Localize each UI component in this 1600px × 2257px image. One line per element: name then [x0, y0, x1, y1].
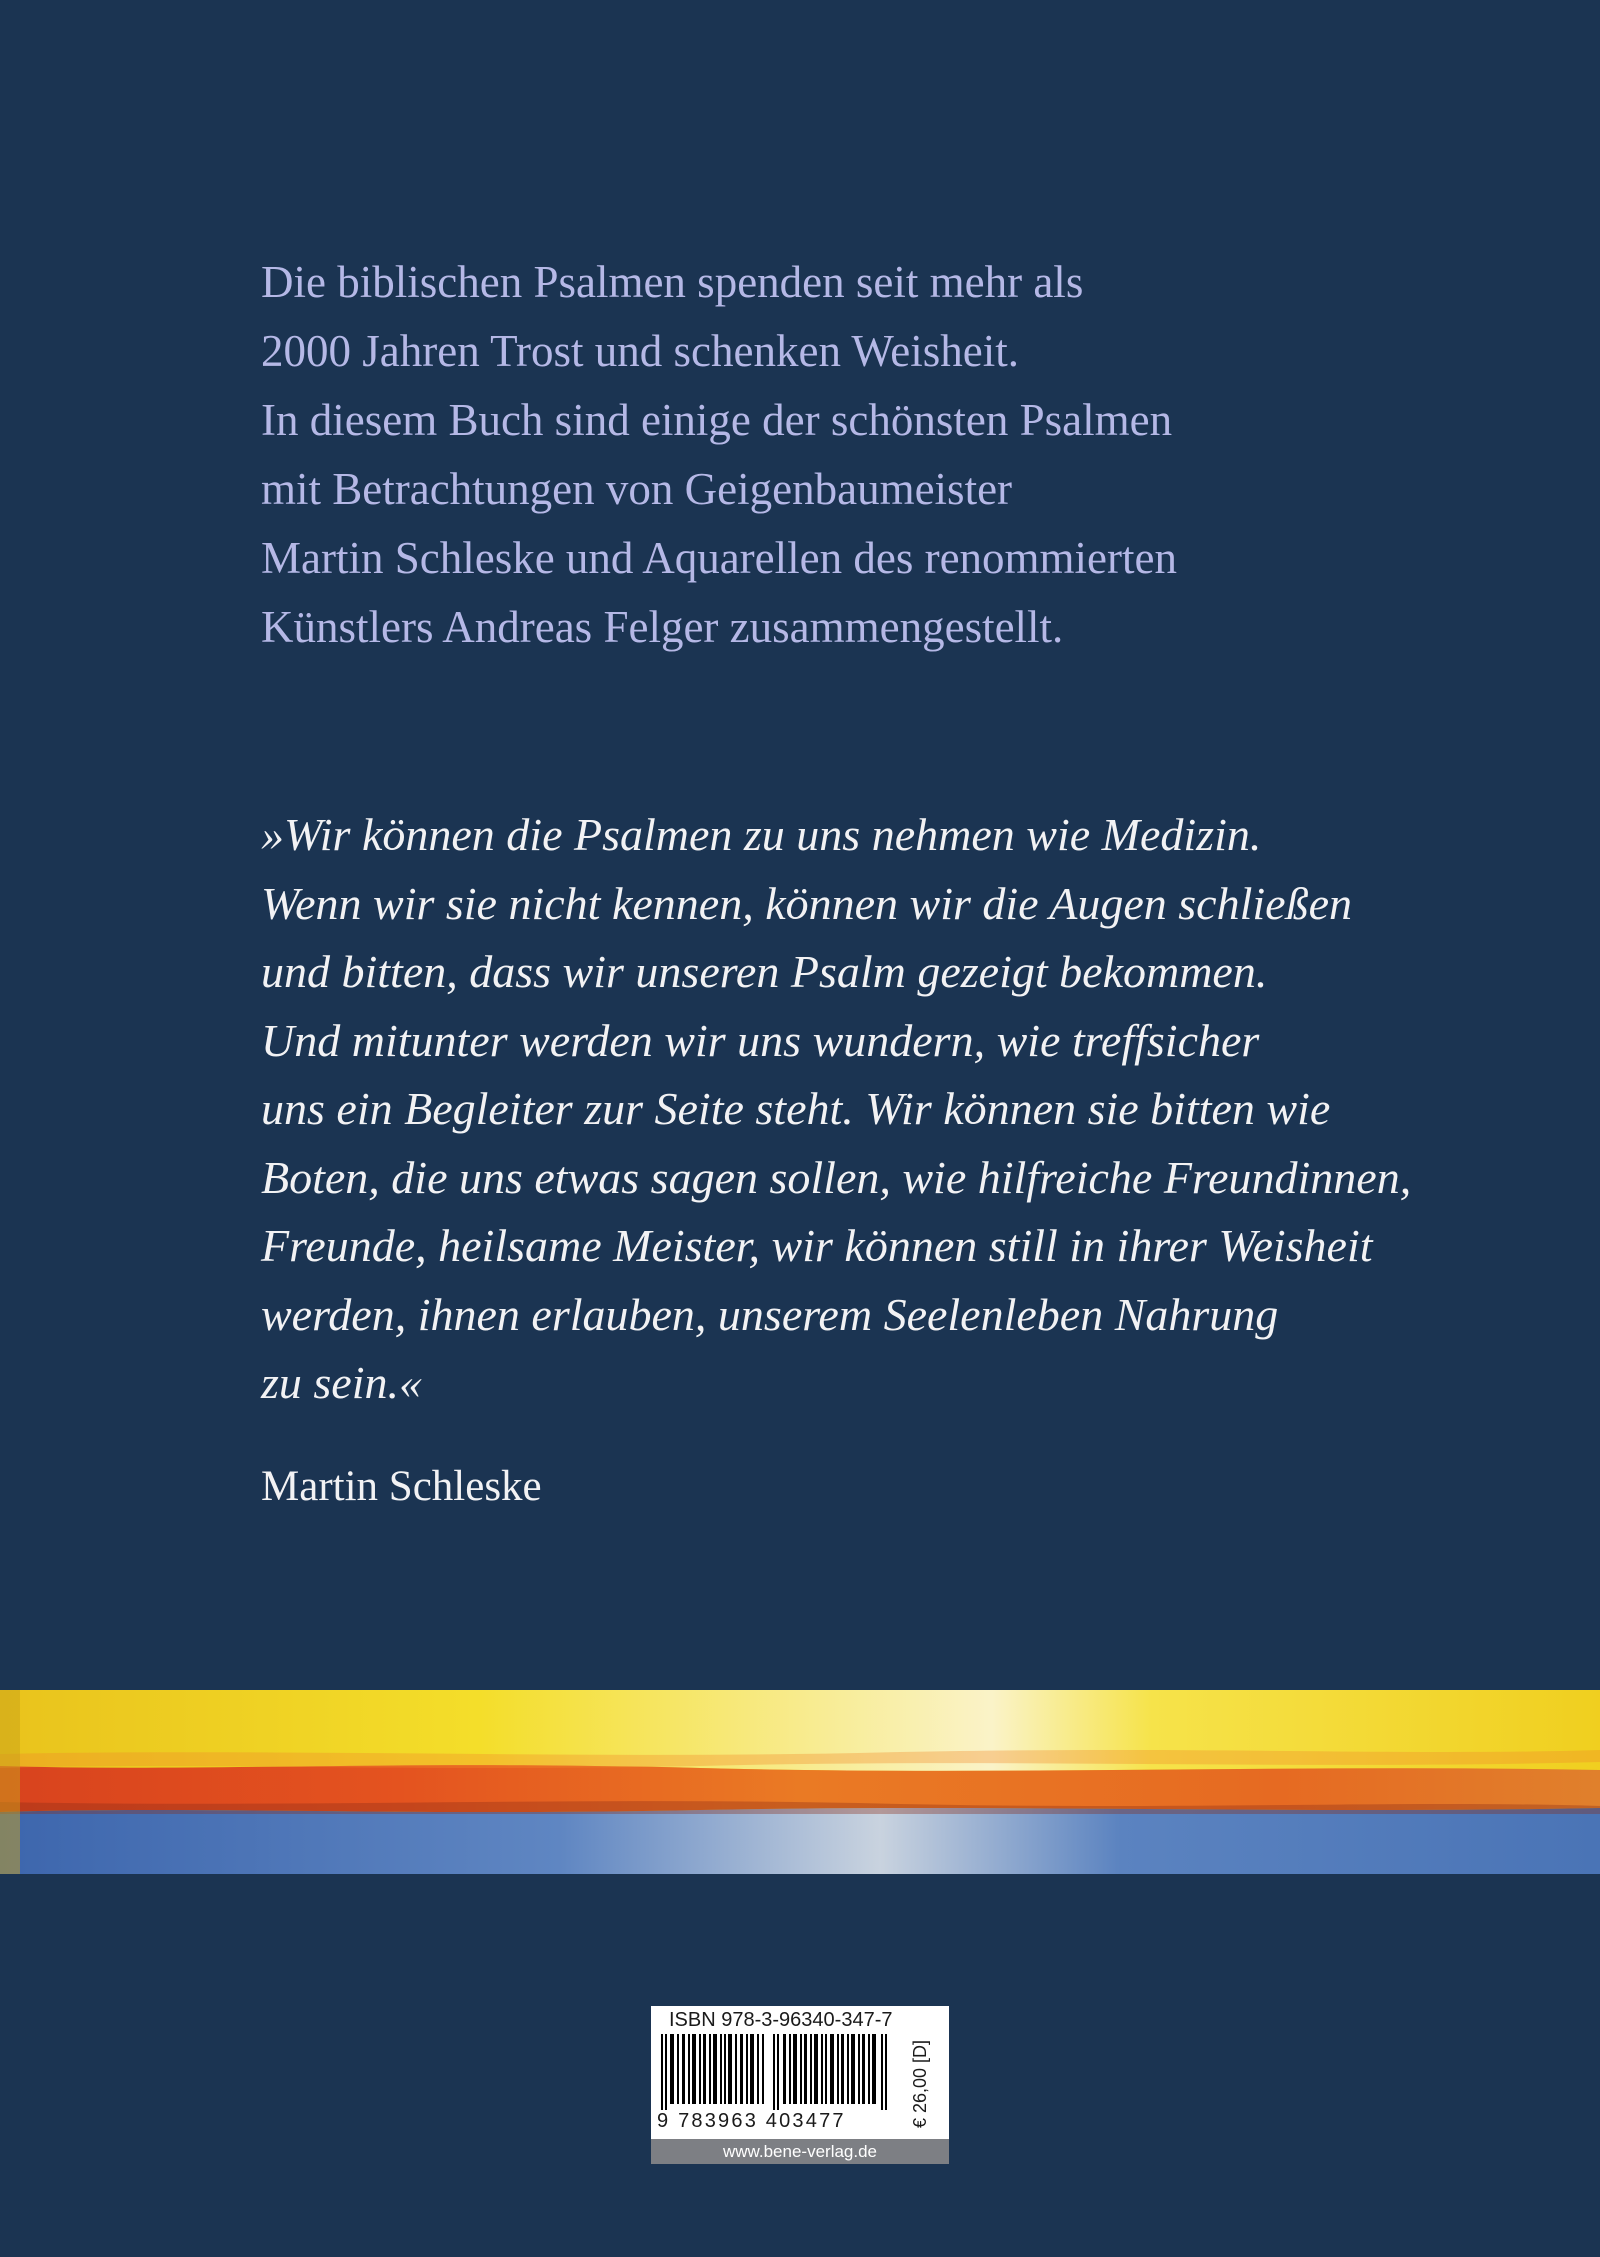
quote-author: Martin Schleske: [261, 1463, 542, 1510]
quote-line: Wenn wir sie nicht kennen, können wir die Augen schließen: [261, 877, 1352, 929]
price-label: € 26,00 [D]: [910, 2039, 930, 2128]
quote-line: zu sein.«: [261, 1357, 422, 1408]
intro-paragraph: [261, 248, 1461, 662]
quote-line: Und mitunter werden wir uns wundern, wie treffsicher: [261, 1014, 1260, 1066]
intro-line: Die biblischen Psalmen spenden seit mehr als: [261, 257, 1084, 307]
publisher-url: www.bene-verlag.de: [651, 2139, 949, 2164]
watercolor-band: [0, 1690, 1600, 1874]
quote-line: Boten, die uns etwas sagen sollen, wie hilfreiche Freundinnen,: [261, 1151, 1412, 1203]
intro-line: 2000 Jahren Trost und schenken Weisheit.: [261, 326, 1019, 376]
barcode-bars: [657, 2034, 903, 2110]
quote-line: »Wir können die Psalmen zu uns nehmen wie Medizin.: [261, 809, 1262, 860]
quote-line: Freunde, heilsame Meister, wir können still in ihrer Weisheit: [261, 1220, 1373, 1271]
intro-line: In diesem Buch sind einige der schönsten Psalmen: [261, 395, 1173, 445]
isbn-barcode: [651, 2006, 949, 2164]
watercolor-band-image: [0, 1690, 1600, 1874]
isbn-label: ISBN 978-3-96340-347-7: [669, 2009, 893, 2031]
intro-line: mit Betrachtungen von Geigenbaumeister: [261, 464, 1013, 514]
quote-line: werden, ihnen erlauben, unserem Seelenleben Nahrung: [261, 1288, 1279, 1340]
quote-line: und bitten, dass wir unseren Psalm gezeigt bekommen.: [261, 946, 1268, 997]
barcode-digits: 9 783963 403477: [657, 2110, 846, 2132]
quote-paragraph: [261, 801, 1561, 1418]
intro-line: Künstlers Andreas Felger zusammengestellt.: [261, 602, 1064, 652]
quote-line: uns ein Begleiter zur Seite steht. Wir können sie bitten wie: [261, 1083, 1331, 1134]
intro-line: Martin Schleske und Aquarellen des renommierten: [261, 533, 1177, 583]
